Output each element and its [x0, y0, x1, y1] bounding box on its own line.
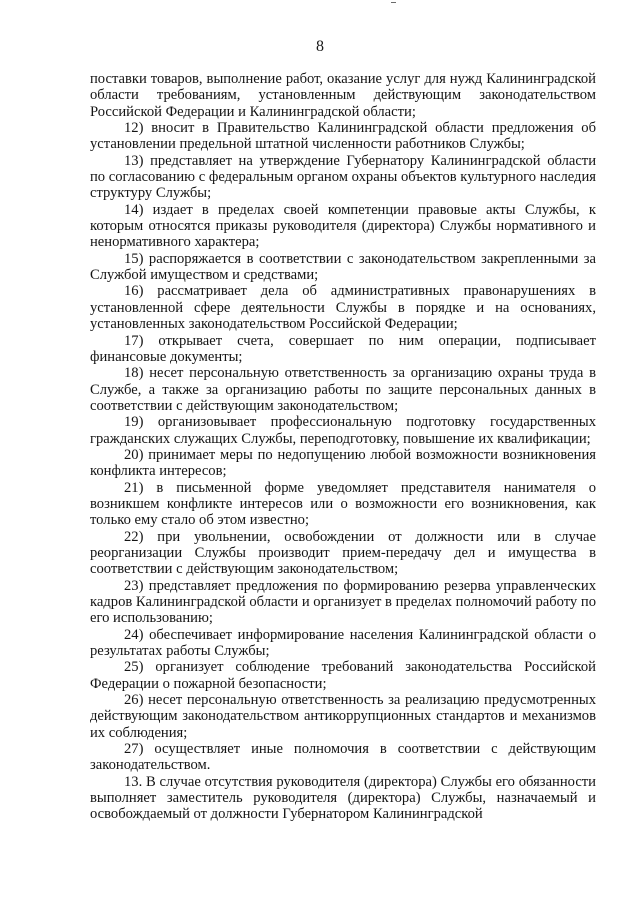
paragraph-item-27: 27) осуществляет иные полномочия в соответствии с действующим законодательством. — [90, 741, 596, 774]
paragraph-item-16: 16) рассматривает дела об административных правонарушениях в установленной сфере деятельности Службы в порядке и на основаниях, установленных законодательством Российской Федерации; — [90, 283, 596, 333]
paragraph-item-23: 23) представляет предложения по формированию резерва управленческих кадров Калининградской области и организует в пределах полномочий работу по его использованию; — [90, 577, 596, 627]
paragraph-item-19: 19) организовывает профессиональную подготовку государственных гражданских служащих Службы, переподготовку, повышение их квалификации; — [90, 414, 596, 447]
paragraph-item-17: 17) открывает счета, совершает по ним операции, подписывает финансовые документы; — [90, 332, 596, 365]
page-number: 8 — [316, 38, 324, 55]
paragraph-item-26: 26) несет персональную ответственность за реализацию предусмотренных действующим законодательством антикоррупционных стандартов и механизмов их соблюдения; — [90, 692, 596, 741]
document-body — [90, 71, 596, 823]
paragraph-item-20: 20) принимает меры по недопущению любой возможности возникновения конфликта интересов; — [90, 446, 596, 480]
paragraph-item-15: 15) распоряжается в соответствии с законодательством закрепленными за Службой имуществом и средствами; — [90, 250, 596, 284]
paragraph-item-21: 21) в письменной форме уведомляет представителя нанимателя о возникшем конфликте интересов или о возможности его возникновения, как только ему стало об этом известно; — [90, 479, 596, 529]
paragraph-item-25: 25) организует соблюдение требований законодательства Российской Федерации о пожарной безопасности; — [90, 659, 596, 692]
paragraph-item-18: 18) несет персональную ответственность за организацию охраны труда в Службе, а также за организацию работы по защите персональных данных в соответствии с действующим законодательством; — [90, 365, 596, 414]
paragraph-item-12: 12) вносит в Правительство Калининградской области предложения об установлении предельной штатной численности работников Службы; — [90, 120, 596, 153]
paragraph-item-22: 22) при увольнении, освобождении от должности или в случае реорганизации Службы производит прием-передачу дел и имущества в соответствии с действующим законодательством; — [90, 528, 596, 578]
paragraph-continuation: поставки товаров, выполнение работ, оказание услуг для нужд Калининградской области требованиям, установленным действующим законодательством Российской Федерации и Калининградской области; — [90, 71, 596, 120]
scan-mark — [391, 2, 396, 3]
paragraph-item-14: 14) издает в пределах своей компетенции правовые акты Службы, к которым относятся приказы руководителя (директора) Службы нормативного и ненормативного характера; — [90, 201, 596, 251]
paragraph-item-24: 24) обеспечивает информирование населения Калининградской области о результатах работы Службы; — [90, 626, 596, 660]
paragraph-item-13: 13) представляет на утверждение Губернатору Калининградской области по согласованию с федеральным органом охраны объектов культурного наследия структуру Службы; — [90, 152, 596, 202]
paragraph-section-13: 13. В случае отсутствия руководителя (директора) Службы его обязанности выполняет заместитель руководителя (директора) Службы, назначаемый и освобождаемый от должности Губернатором Калининградской — [90, 773, 596, 823]
